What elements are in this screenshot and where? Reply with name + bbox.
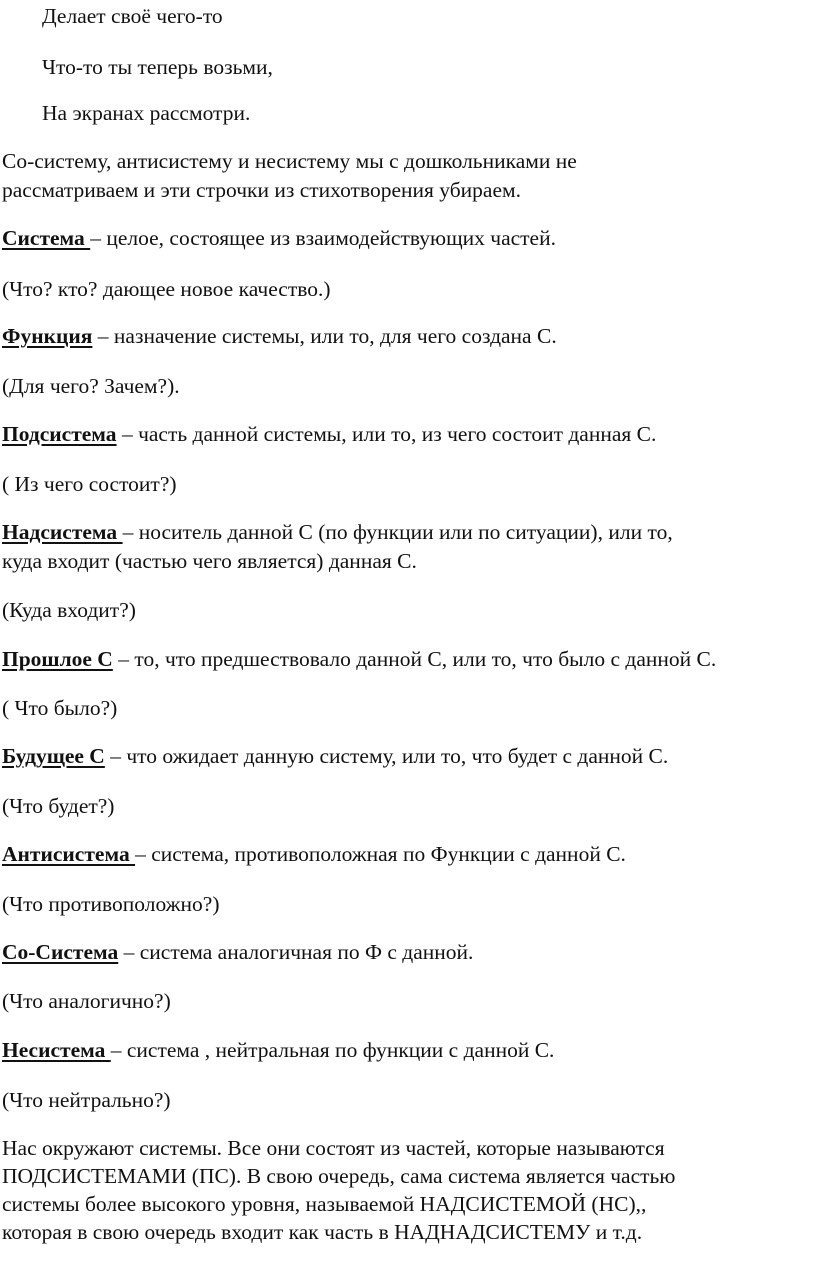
closing-line-4: которая в свою очередь входит как часть в НАДНАДСИСТЕМУ и т.д. [2, 1220, 643, 1244]
term-past: Прошлое С [2, 647, 113, 671]
definition-text: – целое, состоящее из взаимодействующих частей. [90, 226, 556, 250]
poem-line-1: Делает своё чего-то [42, 4, 223, 28]
question-cosystem: (Что аналогично?) [2, 989, 171, 1013]
question-antisystem: (Что противоположно?) [2, 892, 220, 916]
definition-text: – назначение системы, или то, для чего создана С. [92, 324, 557, 348]
definition-text: – система , нейтральная по функции с данной С. [110, 1038, 555, 1062]
term-supersystem: Надсистема [2, 520, 123, 544]
question-supersystem: (Куда входит?) [2, 598, 136, 622]
definition-text: – система аналогичная по Ф с данной. [118, 940, 474, 964]
question-past: ( Что было?) [2, 696, 118, 720]
definition-text: – то, что предшествовало данной С, или то, что было с данной С. [112, 647, 717, 671]
term-subsystem: Подсистема [2, 422, 117, 446]
term-antisystem: Антисистема [2, 842, 136, 866]
definition-cosystem [2, 939, 473, 965]
poem-line-3: На экранах рассмотри. [42, 101, 251, 125]
question-future: (Что будет?) [2, 794, 115, 818]
closing-line-1: Нас окружают системы. Все они состоят из частей, которые называются [2, 1136, 665, 1160]
definition-nonsystem [2, 1037, 554, 1063]
definition-text: – система, противоположная по Функции с данной С. [135, 842, 626, 866]
definition-future [2, 743, 668, 769]
question-nonsystem: (Что нейтрально?) [2, 1088, 171, 1112]
definition-past [2, 646, 716, 672]
term-system: Система [2, 226, 91, 250]
definition-antisystem [2, 841, 626, 867]
question-function: (Для чего? Зачем?). [2, 374, 180, 398]
definition-supersystem [2, 519, 673, 545]
definition-text: – что ожидает данную систему, или то, что будет с данной С. [104, 744, 669, 768]
definition-system [2, 225, 556, 251]
term-nonsystem: Несистема [2, 1038, 111, 1062]
definition-supersystem-continued: куда входит (частью чего является) данная С. [2, 549, 417, 573]
question-subsystem: ( Из чего состоит?) [2, 472, 177, 496]
note-line-2: рассматриваем и эти строчки из стихотворения убираем. [2, 178, 522, 202]
term-future: Будущее С [2, 744, 105, 768]
term-function: Функция [2, 324, 93, 348]
definition-subsystem [2, 421, 656, 447]
definition-text: – часть данной системы, или то, из чего состоит данная С. [116, 422, 657, 446]
definition-function [2, 323, 557, 349]
poem-line-2: Что-то ты теперь возьми, [42, 55, 273, 79]
question-system: (Что? кто? дающее новое качество.) [2, 277, 331, 301]
note-line-1: Со-систему, антисистему и несистему мы с дошкольниками не [2, 149, 577, 173]
term-cosystem: Со-Система [2, 940, 119, 964]
closing-line-2: ПОДСИСТЕМАМИ (ПС). В свою очередь, сама система является частью [2, 1164, 676, 1188]
closing-line-3: системы более высокого уровня, называемой НАДСИСТЕМОЙ (НС),, [2, 1192, 647, 1216]
definition-text: – носитель данной С (по функции или по ситуации), или то, [122, 520, 673, 544]
